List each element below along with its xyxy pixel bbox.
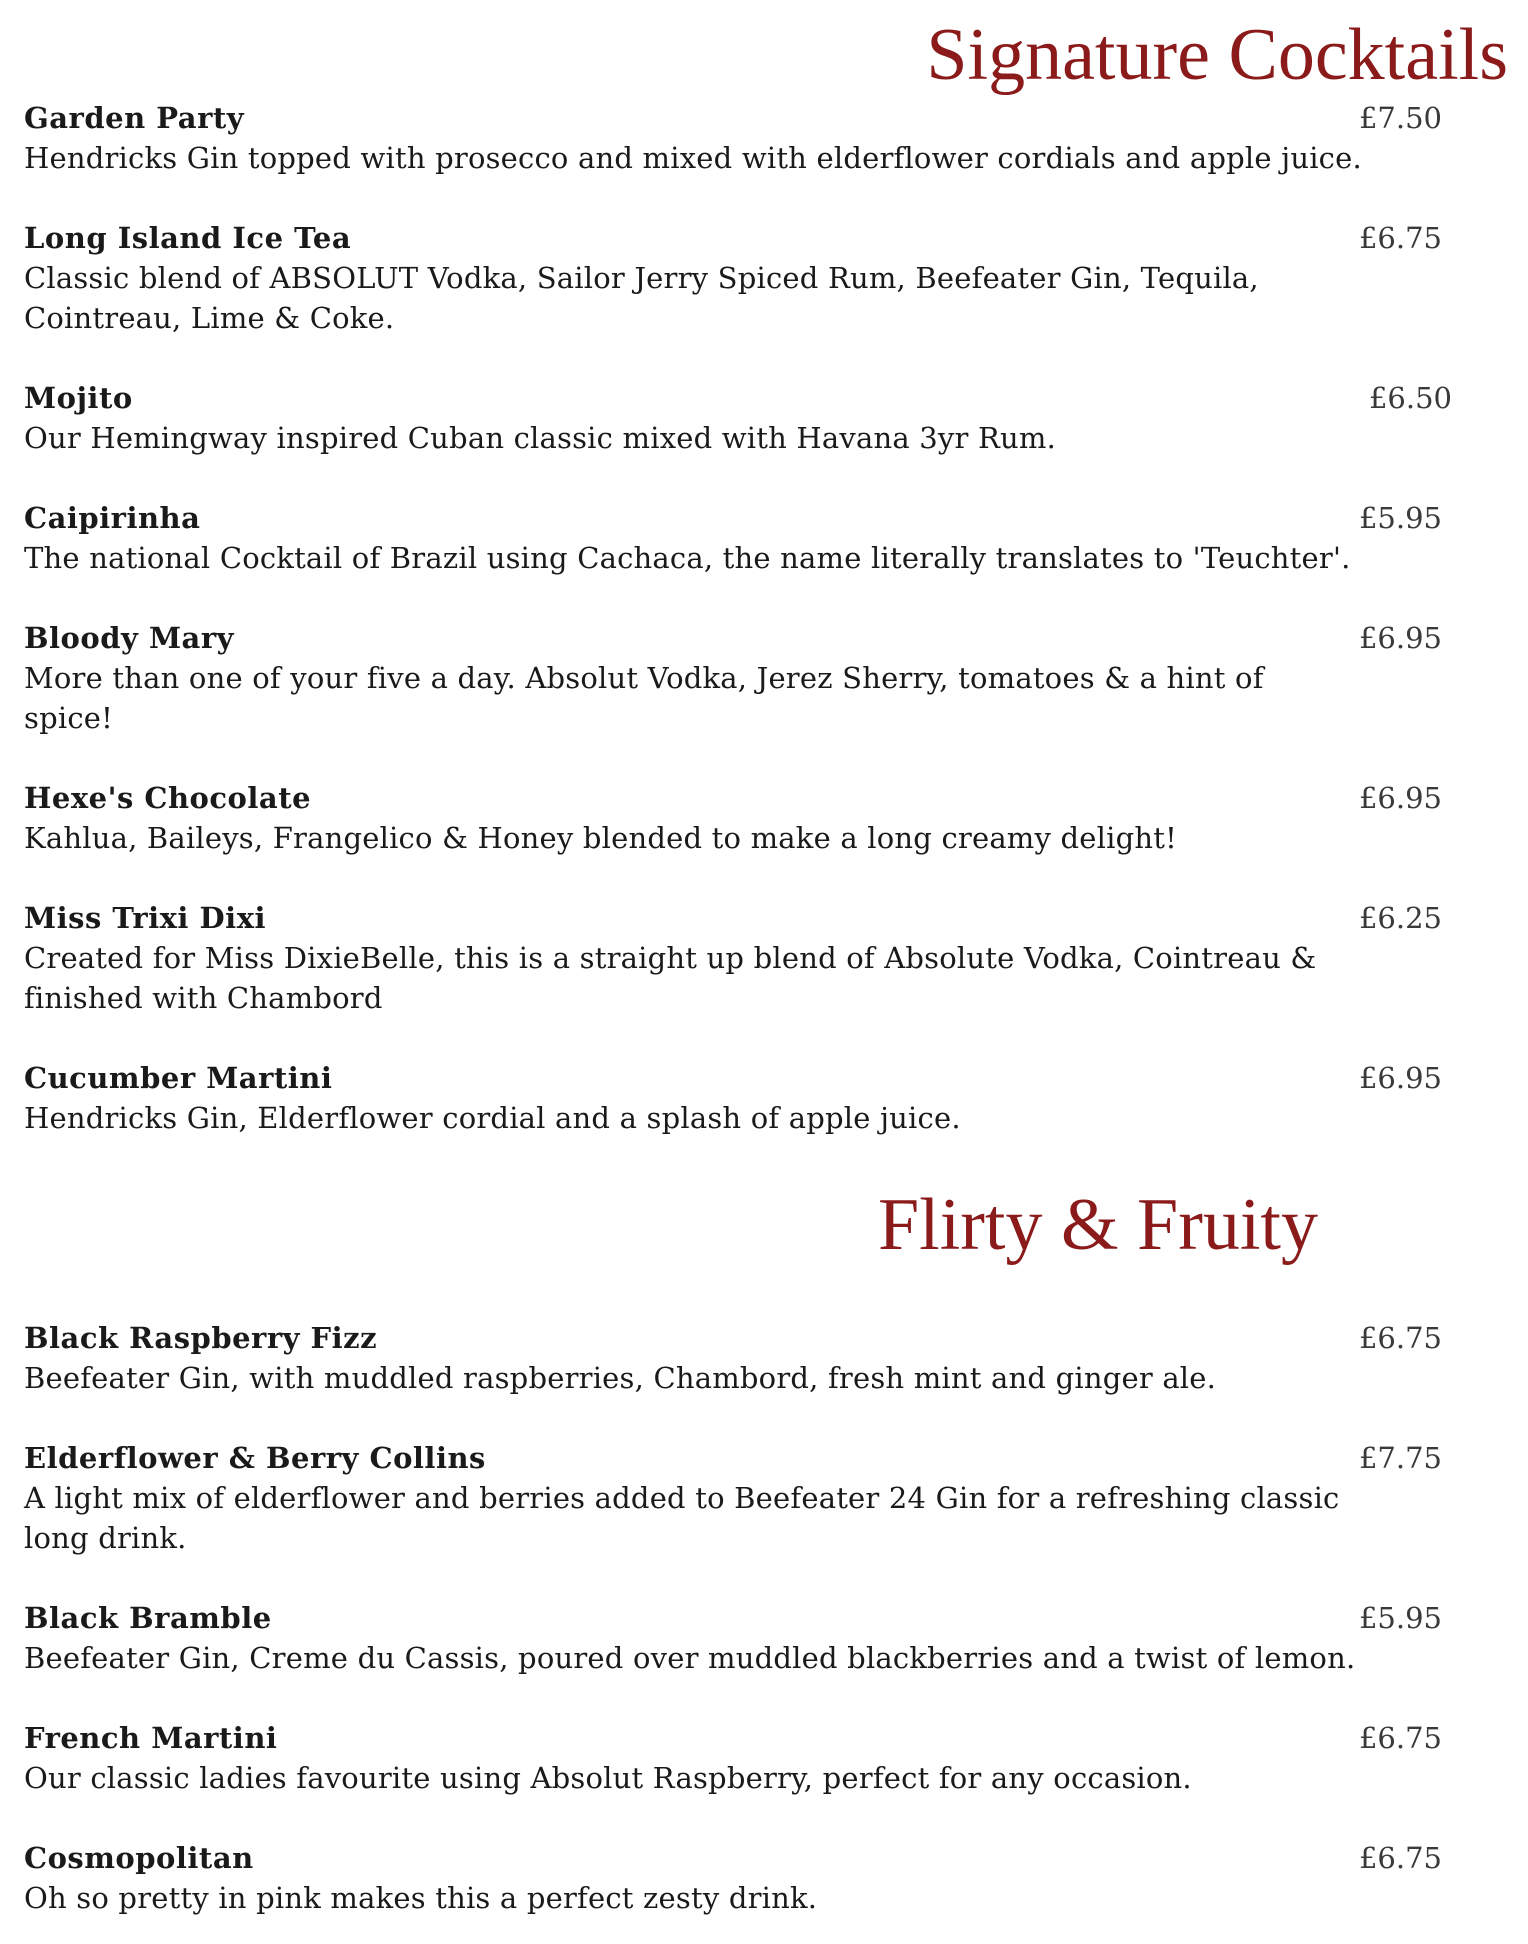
item-price: £6.25	[1358, 901, 1442, 935]
item-price: £7.75	[1358, 1441, 1442, 1475]
menu-item	[24, 1598, 1514, 1678]
item-price: £7.50	[1358, 101, 1442, 135]
item-name: Garden Party	[24, 101, 245, 135]
item-description: Hendricks Gin, Elderflower cordial and a splash of apple juice.	[24, 1101, 961, 1135]
menu-item	[24, 1718, 1514, 1798]
item-name: Black Bramble	[24, 1601, 272, 1635]
menu-item	[24, 498, 1514, 578]
item-price: £6.75	[1358, 1721, 1442, 1755]
item-name: Caipirinha	[24, 501, 201, 535]
item-name: Cosmopolitan	[24, 1841, 254, 1875]
menu-item	[24, 1838, 1514, 1918]
item-description: Created for Miss DixieBelle, this is a straight up blend of Absolute Vodka, Cointreau & finished with Chambord	[24, 941, 1317, 1015]
item-name: Elderflower & Berry Collins	[24, 1441, 486, 1475]
item-description: Our Hemingway inspired Cuban classic mixed with Havana 3yr Rum.	[24, 421, 1057, 455]
menu-item	[24, 378, 1514, 458]
item-description: Beefeater Gin, Creme du Cassis, poured over muddled blackberries and a twist of lemon.	[24, 1641, 1356, 1675]
item-name: Bloody Mary	[24, 621, 234, 655]
item-name: French Martini	[24, 1721, 278, 1755]
item-description: Classic blend of ABSOLUT Vodka, Sailor Jerry Spiced Rum, Beefeater Gin, Tequila, Cointreau, Lime & Coke.	[24, 261, 1259, 335]
item-price: £6.75	[1358, 1321, 1442, 1355]
item-description: The national Cocktail of Brazil using Cachaca, the name literally translates to 'Teuchter'.	[24, 541, 1351, 575]
item-description: Oh so pretty in pink makes this a perfect zesty drink.	[24, 1881, 818, 1915]
item-name: Black Raspberry Fizz	[24, 1321, 378, 1355]
item-description: More than one of your five a day. Absolut Vodka, Jerez Sherry, tomatoes & a hint of spice!	[24, 661, 1264, 735]
item-name: Miss Trixi Dixi	[24, 901, 267, 935]
item-price: £6.75	[1358, 1841, 1442, 1875]
item-name: Cucumber Martini	[24, 1061, 333, 1095]
menu-item	[24, 1318, 1514, 1398]
item-price: £6.95	[1358, 1061, 1442, 1095]
item-name: Long Island Ice Tea	[24, 221, 352, 255]
menu-item	[24, 778, 1514, 858]
item-price: £6.95	[1358, 781, 1442, 815]
item-price: £6.95	[1358, 621, 1442, 655]
menu-item	[24, 98, 1514, 178]
item-price: £6.50	[1368, 381, 1452, 415]
section-title-flirty-fruity: Flirty & Fruity	[878, 1184, 1318, 1266]
menu-item	[24, 618, 1514, 738]
item-description: Beefeater Gin, with muddled raspberries, Chambord, fresh mint and ginger ale.	[24, 1361, 1217, 1395]
item-price: £6.75	[1358, 221, 1442, 255]
item-price: £5.95	[1358, 501, 1442, 535]
item-price: £5.95	[1358, 1601, 1442, 1635]
item-description: A light mix of elderflower and berries added to Beefeater 24 Gin for a refreshing classic long drink.	[24, 1481, 1340, 1555]
item-name: Mojito	[24, 381, 133, 415]
item-description: Hendricks Gin topped with prosecco and mixed with elderflower cordials and apple juice.	[24, 141, 1362, 175]
menu-item	[24, 218, 1514, 338]
section-title-signature-cocktails: Signature Cocktails	[926, 14, 1508, 96]
item-name: Hexe's Chocolate	[24, 781, 312, 815]
menu-item	[24, 898, 1514, 1018]
menu-item	[24, 1438, 1514, 1558]
item-description: Our classic ladies favourite using Absolut Raspberry, perfect for any occasion.	[24, 1761, 1192, 1795]
item-description: Kahlua, Baileys, Frangelico & Honey blended to make a long creamy delight!	[24, 821, 1177, 855]
menu-item	[24, 1058, 1514, 1138]
